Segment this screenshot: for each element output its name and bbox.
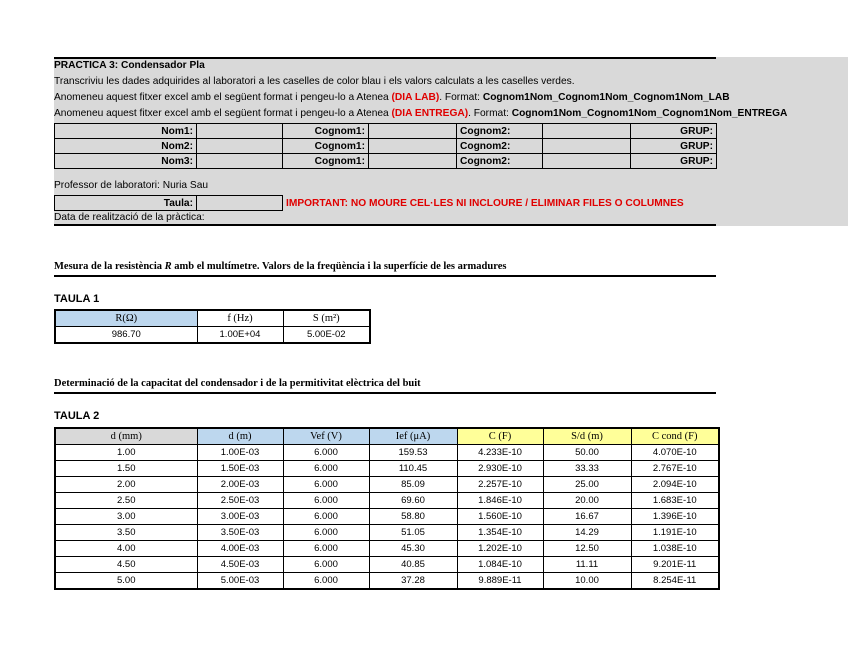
taula2-cell-ief[interactable]: 40.85 — [369, 557, 457, 573]
taula1-label: TAULA 1 — [54, 293, 100, 305]
taula2-cell-vef[interactable]: 6.000 — [283, 557, 369, 573]
taula1-header-f: f (Hz) — [197, 310, 283, 327]
taula1-header-row — [55, 310, 370, 327]
taula2-header-dmm: d (mm) — [55, 428, 197, 445]
taula-row — [54, 195, 717, 211]
taula2-header-dm: d (m) — [197, 428, 283, 445]
taula2-cell-c-cond: 4.070E-10 — [631, 445, 719, 461]
taula2-cell-ief[interactable]: 85.09 — [369, 477, 457, 493]
taula2-cell-ief[interactable]: 110.45 — [369, 461, 457, 477]
taula2-cell-c-cond: 1.038E-10 — [631, 541, 719, 557]
taula2-cell-c-cond: 2.767E-10 — [631, 461, 719, 477]
students-table — [54, 123, 717, 169]
nom-label: Nom2: — [55, 139, 197, 154]
cognom1-label: Cognom1: — [283, 139, 369, 154]
taula2-cell-d-m[interactable]: 4.50E-03 — [197, 557, 283, 573]
taula2-cell-c: 1.560E-10 — [457, 509, 543, 525]
taula2-cell-s-over-d: 11.11 — [543, 557, 631, 573]
cognom1-label: Cognom1: — [283, 154, 369, 169]
table-row — [55, 573, 719, 590]
cognom2-label: Cognom2: — [457, 124, 543, 139]
table-row — [55, 541, 719, 557]
instructions-line-3: Anomeneu aquest fitxer excel amb el següent format i pengeu-lo a Atenea (DIA ENTREGA). Format: Cognom1Nom_Cognom1Nom_Cognom1Nom_ENTREGA — [54, 108, 788, 119]
table-row — [55, 461, 719, 477]
taula2-cell-s-over-d: 10.00 — [543, 573, 631, 590]
nom-input[interactable] — [197, 154, 283, 169]
taula2-cell-c: 1.354E-10 — [457, 525, 543, 541]
cognom2-label: Cognom2: — [457, 154, 543, 169]
taula2-cell-ief[interactable]: 159.53 — [369, 445, 457, 461]
section1-title: Mesura de la resistència R amb el multímetre. Valors de la freqüència i la superfície de les armadures — [54, 261, 716, 277]
taula2-cell-c-cond: 1.396E-10 — [631, 509, 719, 525]
taula2-cell-s-over-d: 20.00 — [543, 493, 631, 509]
cognom1-input[interactable] — [369, 124, 457, 139]
taula2-cell-c: 4.233E-10 — [457, 445, 543, 461]
taula1-table — [54, 309, 371, 344]
taula2-cell-vef[interactable]: 6.000 — [283, 477, 369, 493]
taula2-header-ief: Ief (μA) — [369, 428, 457, 445]
taula2-cell-c-cond: 8.254E-11 — [631, 573, 719, 590]
cognom2-input[interactable] — [543, 154, 631, 169]
taula2-cell-s-over-d: 33.33 — [543, 461, 631, 477]
section2-title: Determinació de la capacitat del condensador i de la permitivitat elèctrica del buit — [54, 378, 716, 394]
taula2-cell-s-over-d: 25.00 — [543, 477, 631, 493]
taula1-value-s: 5.00E-02 — [283, 327, 370, 344]
professor-line: Professor de laboratori: Nuria Sau — [54, 180, 209, 191]
table-row — [55, 525, 719, 541]
taula1-header-s: S (m²) — [283, 310, 370, 327]
student-row — [55, 154, 717, 169]
taula2-cell-vef[interactable]: 6.000 — [283, 573, 369, 590]
taula2-cell-d-m[interactable]: 2.00E-03 — [197, 477, 283, 493]
taula2-cell-ief[interactable]: 37.28 — [369, 573, 457, 590]
taula2-cell-d-mm: 2.00 — [55, 477, 197, 493]
taula2-cell-c: 1.084E-10 — [457, 557, 543, 573]
table-row — [55, 493, 719, 509]
taula2-cell-d-mm: 3.00 — [55, 509, 197, 525]
taula2-cell-d-mm: 3.50 — [55, 525, 197, 541]
taula2-cell-d-m[interactable]: 1.00E-03 — [197, 445, 283, 461]
cognom2-input[interactable] — [543, 139, 631, 154]
nom-input[interactable] — [197, 139, 283, 154]
taula2-cell-d-mm: 4.50 — [55, 557, 197, 573]
taula2-cell-c: 2.257E-10 — [457, 477, 543, 493]
taula2-header-sd: S/d (m) — [543, 428, 631, 445]
practice-title: PRACTICA 3: Condensador Pla — [54, 60, 205, 71]
taula2-cell-d-m[interactable]: 5.00E-03 — [197, 573, 283, 590]
table-row — [55, 509, 719, 525]
taula2-cell-d-mm: 1.00 — [55, 445, 197, 461]
taula2-cell-s-over-d: 16.67 — [543, 509, 631, 525]
taula2-cell-vef[interactable]: 6.000 — [283, 525, 369, 541]
grup-label: GRUP: — [631, 124, 717, 139]
table-row — [55, 557, 719, 573]
taula2-cell-s-over-d: 14.29 — [543, 525, 631, 541]
important-warning: IMPORTANT: NO MOURE CEL·LES NI INCLOURE / ELIMINAR FILES O COLUMNES — [286, 197, 684, 209]
taula2-cell-s-over-d: 50.00 — [543, 445, 631, 461]
taula2-cell-vef[interactable]: 6.000 — [283, 461, 369, 477]
taula2-cell-vef[interactable]: 6.000 — [283, 509, 369, 525]
header-overflow-background — [716, 57, 848, 226]
taula2-cell-d-m[interactable]: 2.50E-03 — [197, 493, 283, 509]
nom-input[interactable] — [197, 124, 283, 139]
taula2-cell-c-cond: 2.094E-10 — [631, 477, 719, 493]
taula2-cell-c-cond: 9.201E-11 — [631, 557, 719, 573]
taula2-cell-vef[interactable]: 6.000 — [283, 493, 369, 509]
taula2-cell-vef[interactable]: 6.000 — [283, 541, 369, 557]
taula-label: Taula: — [55, 196, 197, 211]
cognom1-input[interactable] — [369, 154, 457, 169]
taula2-cell-c: 1.202E-10 — [457, 541, 543, 557]
cognom1-label: Cognom1: — [283, 124, 369, 139]
date-line: Data de realització de la pràctica: — [54, 212, 205, 223]
cognom1-input[interactable] — [369, 139, 457, 154]
student-row — [55, 139, 717, 154]
taula2-cell-ief[interactable]: 51.05 — [369, 525, 457, 541]
taula2-cell-ief[interactable]: 58.80 — [369, 509, 457, 525]
practice-header — [54, 57, 788, 226]
taula2-cell-d-m[interactable]: 3.00E-03 — [197, 509, 283, 525]
taula1-value-r[interactable]: 986.70 — [55, 327, 197, 344]
taula2-cell-d-mm: 2.50 — [55, 493, 197, 509]
taula2-cell-c: 2.930E-10 — [457, 461, 543, 477]
taula2-table — [54, 427, 720, 590]
nom-label: Nom1: — [55, 124, 197, 139]
grup-label: GRUP: — [631, 139, 717, 154]
table-row — [55, 445, 719, 461]
instructions-line-1: Transcriviu les dades adquirides al laboratori a les caselles de color blau i els valors calculats a les caselles verdes. — [54, 76, 575, 87]
student-row — [55, 124, 717, 139]
taula2-cell-c-cond: 1.191E-10 — [631, 525, 719, 541]
taula2-cell-d-m[interactable]: 1.50E-03 — [197, 461, 283, 477]
taula2-header-row — [55, 428, 719, 445]
nom-label: Nom3: — [55, 154, 197, 169]
taula2-cell-d-mm: 1.50 — [55, 461, 197, 477]
taula1-value-f: 1.00E+04 — [197, 327, 283, 344]
taula2-cell-d-mm: 4.00 — [55, 541, 197, 557]
cognom2-label: Cognom2: — [457, 139, 543, 154]
taula2-cell-ief[interactable]: 69.60 — [369, 493, 457, 509]
taula2-cell-c: 9.889E-11 — [457, 573, 543, 590]
taula1-header-r: R(Ω) — [55, 310, 197, 327]
taula2-label: TAULA 2 — [54, 410, 100, 422]
taula2-cell-c-cond: 1.683E-10 — [631, 493, 719, 509]
taula2-cell-ief[interactable]: 45.30 — [369, 541, 457, 557]
taula2-header-c: C (F) — [457, 428, 543, 445]
cognom2-input[interactable] — [543, 124, 631, 139]
instructions-line-2: Anomeneu aquest fitxer excel amb el següent format i pengeu-lo a Atenea (DIA LAB). Format: Cognom1Nom_Cognom1Nom_Cognom1Nom_LAB — [54, 92, 730, 103]
taula2-cell-vef[interactable]: 6.000 — [283, 445, 369, 461]
table-row — [55, 477, 719, 493]
taula2-cell-c: 1.846E-10 — [457, 493, 543, 509]
grup-label: GRUP: — [631, 154, 717, 169]
taula2-header-ccond: C cond (F) — [631, 428, 719, 445]
taula2-cell-s-over-d: 12.50 — [543, 541, 631, 557]
taula2-cell-d-mm: 5.00 — [55, 573, 197, 590]
taula2-header-vef: Vef (V) — [283, 428, 369, 445]
taula-input[interactable] — [197, 196, 283, 211]
taula2-cell-d-m[interactable]: 3.50E-03 — [197, 525, 283, 541]
taula2-cell-d-m[interactable]: 4.00E-03 — [197, 541, 283, 557]
taula1-value-row — [55, 327, 370, 344]
